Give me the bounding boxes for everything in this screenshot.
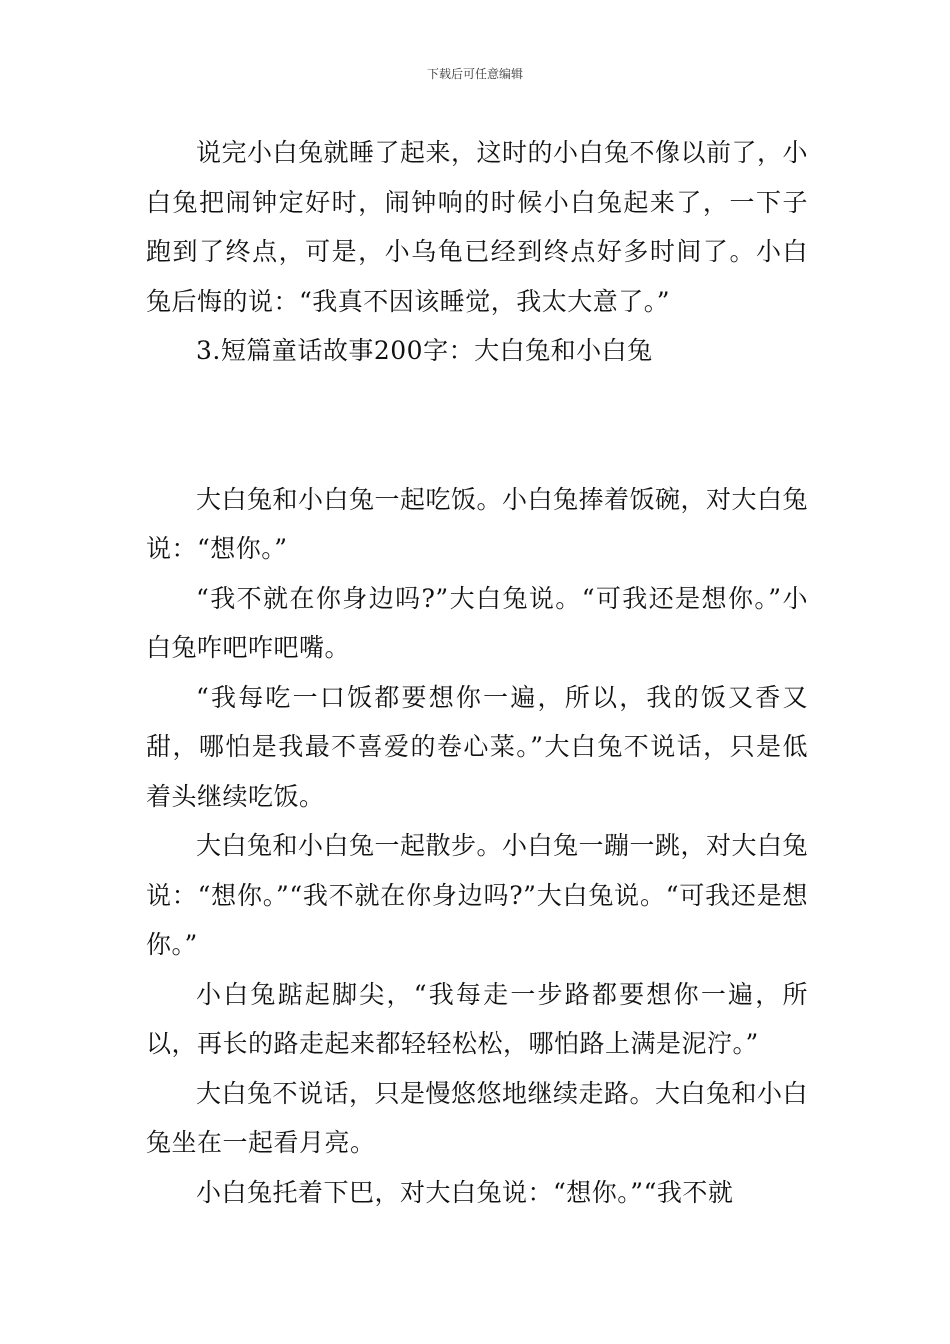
paragraph: 大白兔不说话，只是慢悠悠地继续走路。大白兔和小白兔坐在一起看月亮。 [146,1078,809,1157]
paragraph: 大白兔和小白兔一起散步。小白兔一蹦一跳，对大白兔说：“想你。”“我不就在你身边吗?”大白兔说。“可我还是想你。” [146,831,809,959]
paragraph: 小白兔踮起脚尖，“我每走一步路都要想你一遍，所以，再长的路走起来都轻轻松松，哪怕路上满是泥泞。” [146,979,808,1058]
paragraph: 小白兔托着下巴，对大白兔说：“想你。”“我不就 [196,1177,734,1207]
section-gap [146,376,808,475]
section-title: 3.短篇童话故事200字：大白兔和小白兔 [196,336,653,365]
paragraph: 说完小白兔就睡了起来，这时的小白兔不像以前了，小白兔把闹钟定好时，闹钟响的时候小白兔起来了，一下子跑到了终点，可是，小乌龟已经到终点好多时间了。小白兔后悔的说：“我真不因该睡觉，我太大意了。” [146,138,809,316]
paragraph: “我不就在你身边吗?”大白兔说。“可我还是想你。”小白兔咋吧咋吧嘴。 [146,583,808,662]
document-body [146,128,808,1217]
paragraph: “我每吃一口饭都要想你一遍，所以，我的饭又香又甜，哪怕是我最不喜爱的卷心菜。”大白兔不说话，只是低着头继续吃饭。 [146,682,808,811]
page-header-note: 下载后可任意编辑 [426,67,523,81]
paragraph: 大白兔和小白兔一起吃饭。小白兔捧着饭碗，对大白兔说：“想你。” [146,484,809,563]
